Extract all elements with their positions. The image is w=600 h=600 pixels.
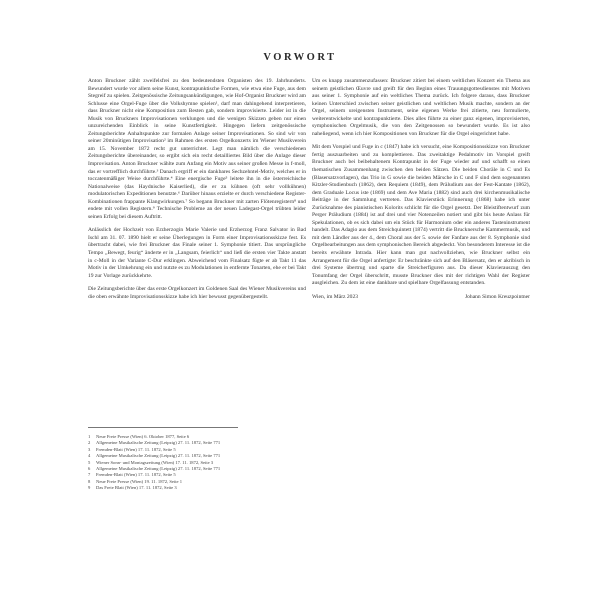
place-date: Wien, im März 2023 <box>312 293 358 300</box>
paragraph: Um es knapp zusammenzufassen: Bruckner zitiert bei einem weltlichen Konzert ein Thema aus seinem geistlichen Œuvre und greift für den Beginn eines Trauungsgottesdienstes mit Motiven aus seiner 1. Symphonie auf ein weltliches Thema zurück. Ich folgere daraus, dass Bruckner keinen Unterschied zwischen seiner geistlichen und weltlichen Musik machte, sondern an der Orgel, seinem ureigensten Instrument, seine eigenen Werke frei zitierte, neu formulierte, weiterentwickelte und kontrapunktierte. Dies alles führte zu einer ganz eigenen, improvisierten, symphonischen Orgelmusik, die von den Zeitgenossen so bewundert wurde. Es ist also naheliegend, wenn ich hier Kompositionen von Bruckner für die Orgel eingerichtet habe. <box>312 78 530 137</box>
footnote-text: Allgemeine Musikalische Zeitung (Leipzig) 27. 11. 1872, Seite 771 <box>96 466 221 472</box>
footnote-number: 4 <box>88 453 91 459</box>
footnote-number: 3 <box>88 446 91 452</box>
paragraph: Mit dem Vorspiel und Fuge in c (1847) habe ich versucht, eine Kompositionsskizze von Bruckner fertig auszuarbeiten und zu komplettieren. Das zweitaktige Pedalmotiv im Vorspiel greift Bruckner auch bei beibehaltenem Kontrapunkt in der Fuge wieder auf und schafft so einen thematischen Zusammenhang zwischen den beiden Sätzen. Die beiden Choräle in C und Es (Blasersatzvorlagen), das Trio in G sowie die beiden Märsche in C und F sind dem sogenannten Kitzler-Studienbuch (1862), dem Requiem (1849), dem Präludium aus der Fest-Kantate (1862), dem Graduale Locus iste (1869) und dem Ave Maria (1882) sind auch drei kirchenmusikalische Beiträge in der Sammlung vertreten. Das Klavierstück Erinnerung (1868) habe ich unter Zurücknahme des pianistischen Kolorits schlicht für die Orgel gesetzt. Der Bleistiftentwurf zum Perger Präludium (1884) ist auf drei und vier Notenzeilen notiert und gibt bis heute Anlass für Spekulationen, ob es sich dabei um ein Stück für Harmonium oder ein anderes Tasteninstrument handelt. Das Adagio aus dem Streichquintett (1874) vertritt die Brucknersche Kammermusik, und mit dem Ländler aus der 4., dem Choral aus der 5. sowie der Fanfare aus der 8. Symphonie sind Orgelbearbeitungen aus dem symphonischen Bereich abgedeckt. Von besonderem Interesse ist die bereits erwähnte Intrada. Hier kann man gut nachvollziehen, wie Bruckner selbst ein Arrangement für die Orgel anfertigte: Er beschränkte sich auf den Bläsersatz, den er akribisch in drei Systeme übertrug und sparte die Streicherfiguren aus. Da dieser Klavierauszug den Tonumfang der Orgel überschritt, musste Bruckner dies mit der richtigen Wahl der Register ausgleichen. Zu dem ist eine dankbare und spielbare Orgelfassung entstanden. <box>312 144 530 287</box>
footnote-text: Das Freie Blatt (Wien) 17. 11. 1872, Seite 3 <box>96 485 177 491</box>
footnote-number: 5 <box>88 459 91 465</box>
footnotes <box>88 434 348 492</box>
footnote-number: 6 <box>88 466 91 472</box>
footnote <box>88 485 348 491</box>
footnote-text: Fremden-Blatt (Wien) 17. 11. 1872, Seite 5 <box>96 472 176 478</box>
paragraph: Anlässlich der Hochzeit von Erzherzogin Marie Valerie und Erzherzog Franz Salvator in Bad Ischl am 31. 07. 1890 hielt er seine Überlegungen in Form einer Improvisationsskizze fest. Es übertracht dabei, wie frei Bruckner das Finale seiner 1. Symphonie titiert. Das ursprüngliche Tempo „Bewegt, feurig“ änderte er in „Langsam, feierlich“ und ließ die ersten vier Takte anstatt in c-Moll in der Variante C-Dur erklingen. Abweichend vom Finalsatz fügte er ab Takt 11 das Motiv in der Umkehrung ein und nutzte es zu Modulationen in entfernte Tonarten, ehe er bei Takt 19 zur Vorlage zurückkehrte. <box>88 227 306 279</box>
signature <box>312 294 530 302</box>
footnote-divider <box>88 427 238 428</box>
footnote-text: Allgemeine Musikalische Zeitung (Leipzig) 27. 11. 1872, Seite 771 <box>96 453 221 459</box>
footnote-text: Allgemeine Musikalische Zeitung (Leipzig) 27. 11. 1872, Seite 771 <box>96 440 221 446</box>
right-column <box>312 78 530 301</box>
footnote-number: 7 <box>88 472 91 478</box>
author-name: Johann Simon Kreuzpointner <box>464 293 530 300</box>
footnote-number: 9 <box>88 485 91 491</box>
footnote-text: Wiener Sonn- und Montagszeitung (Wien) 17. 11. 1872, Seite 3 <box>96 459 214 465</box>
page-title: VORWORT <box>263 52 337 63</box>
footnote-number: 1 <box>88 434 91 439</box>
left-column <box>88 78 306 307</box>
footnote-text: Fremden-Blatt (Wien) 17. 11. 1872, Seite 5 <box>96 446 176 452</box>
footnote-number: 2 <box>88 440 91 446</box>
paragraph: Anton Bruckner zählt zweifelsfrei zu den bedeutendsten Organisten des 19. Jahrhunderts. Bewundert wurde vor allem seine Kunst, kontrapunktische Formen, wie etwa eine Fuge, aus dem Stegreif zu spielen. Zeitgenössische Zeitungsankündigungen, wie Hof-Organist Bruckner wird am Schlusse eine Orgel-Fuge über die Volkshymne spielen¹, darf man dahingehend interpretieren, dass Bruckner nicht eine Komposition zum Besten gab, sondern improvisierte. Leider ist in die Musik von Bruckners Improvisationen verklungen und die wenigen Skizzen geben nur einen unzureichenden Einblick in seine Kunstfertigkeit. Hingegen liefern zeitgenössische Zeitungsberichte Anhaltspunkte zur formalen Anlage seiner Improvisationen. So sind wir von seiner 20minütigen Improvisation² im Rahmen des ersten Orgelkonzerts im Wiener Musikverein am 15. November 1872 recht gut unterrichtet. Legt man nämlich die verschiedenen Zeitungsberichte übereinander, so ergibt sich ein recht detailliertes Bild über die Anlage dieser Improvisation. Anton Bruckner wählte zum Anfang ein Motiv aus seiner großen Messe in f-moll, das er vortrefflich durchführte.³ Danach ergriff er ein dankbares Sechzehntel-Motiv, welches er in toccatenmäßiger Weise durchführte.⁴ Eine energische Fuge⁵ leitete ihn in die österreichische Nationalweise (das Haydnische Kaiserlied), die er zu kühnen (oft sehr vollkühnen) modulatorischen Expeditionen benutzte.⁶ Darüber hinaus erzielte er durch verschiedene Register-Kombinationen frappante Klangwirkungen.⁷ So begann Bruckner mit zarten Flötenregistern⁸ und endete mit vollen Registern.⁹ Technische Probleme an der neuen Ladegast-Orgel trübten leider seinen Erfolg bei diesem Auftritt. <box>88 78 306 220</box>
paragraph: Die Zeitungsberichte über das erste Orgelkonzert im Goldenen Saal des Wiener Musikvereins und die oben erwähnte Improvisationsskizze habe ich hier bewusst gegenübergestellt. <box>88 286 306 300</box>
footnote-text: Neue Freie Presse (Wien) 19. 11. 1872, Seite 1 <box>96 478 183 484</box>
footnote-number: 8 <box>88 478 91 484</box>
footnote-text: Neue Freie Presse (Wien) 6. Oktober 1877, Seite 6 <box>96 434 190 439</box>
